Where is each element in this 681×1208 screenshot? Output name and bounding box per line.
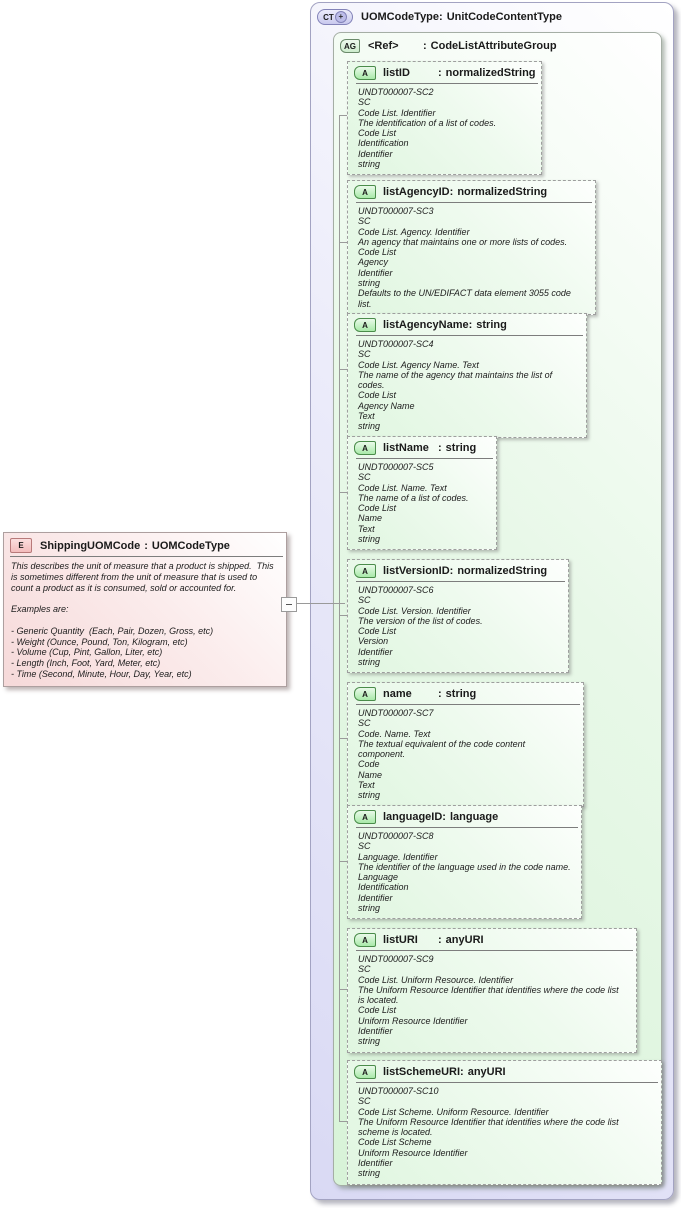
attribute-header [348,1061,661,1079]
annotation-line: An agency that maintains one or more lists of codes. [358,236,568,247]
attribute-header [348,62,541,80]
expand-icon[interactable]: + [335,11,347,23]
attribute-icon: A [354,810,376,824]
colon-separator: : [144,539,148,552]
annotation-line: Code List [358,128,397,139]
annotation-line: The identifier of the language used in the code name. [358,861,571,872]
attribute-icon: A [354,185,376,199]
colon-separator: : [449,186,454,198]
attribute-type: normalizedString [457,186,548,198]
annotation-line: The identification of a list of codes. [358,117,497,128]
annotation-line: string [358,903,381,914]
annotation-line: UNDT000007-SC8 [358,831,434,841]
complex-type-box[interactable] [310,2,674,1200]
annotation-line: Text [358,780,375,791]
attribute-icon: A [354,933,376,947]
annotation-line: SC [358,841,371,852]
annotation-line: string [358,278,381,289]
annotation-line: SC [358,349,371,360]
annotation-line: SC [358,216,371,227]
annotation-line: string [358,657,381,668]
attribute-annotations [348,85,541,174]
attribute-header [348,314,586,332]
attribute-box-listID[interactable] [347,61,542,175]
attribute-name: listSchemeURI [383,1066,461,1078]
attribute-annotations [348,1084,661,1184]
annotation-line: SC [358,472,371,483]
attribute-name: languageID [383,811,443,823]
attribute-type: normalizedString [457,565,548,577]
attribute-type: anyURI [445,934,484,946]
attribute-annotations [348,952,636,1052]
header-separator [356,83,538,84]
annotation-line: - Weight (Ounce, Pound, Ton, Kilogram, etc) [11,636,188,647]
colon-separator: : [438,67,442,79]
attribute-box-listAgencyID[interactable] [347,180,596,315]
attribute-type: language [449,811,499,823]
annotation-line: string [358,1168,381,1179]
annotation-line: UNDT000007-SC4 [358,339,434,349]
annotation-line: Code List. Agency. Identifier [358,226,470,237]
annotation-line: This describes the unit of measure that a product is shipped. This is sometimes different from the unit of measure that is used to count a product as it is consumed, sold or accounted for. [11,561,277,593]
annotation-line: Code List Scheme. Uniform Resource. Identifier [358,1106,549,1117]
annotation-line: Code List [358,1005,397,1016]
attribute-box-languageID[interactable] [347,805,582,919]
attribute-type: string [476,319,507,331]
attribute-name: listAgencyName [383,319,469,331]
colon-separator: : [423,40,427,52]
attribute-icon: A [354,318,376,332]
annotation-line: Code [358,759,380,770]
attribute-type: normalizedString [445,67,536,79]
annotation-line: Code List [358,626,397,637]
annotation-line: UNDT000007-SC7 [358,708,434,718]
attribute-icon: A [354,441,376,455]
attribute-box-name[interactable] [347,682,584,807]
attribute-type: anyURI [467,1066,506,1078]
annotation-line: UNDT000007-SC6 [358,585,434,595]
attribute-box-listURI[interactable] [347,928,637,1053]
complex-type-icon [317,9,353,25]
colon-separator: : [438,442,442,454]
colon-separator: : [460,1066,464,1078]
annotation-line: The name of the agency that maintains the list of codes. [358,369,555,391]
header-separator [356,202,592,203]
attribute-annotations [348,337,586,437]
attribute-spine-line [339,115,340,1122]
annotation-line: The version of the list of codes. [358,615,483,626]
annotation-line: string [358,421,381,432]
annotation-line: string [358,534,381,545]
annotation-line: Identifier [358,1026,393,1037]
annotation-line: SC [358,97,371,108]
annotation-line: Identifier [358,1158,393,1169]
attribute-group-icon: AG [340,39,360,53]
annotation-line: Code List. Version. Identifier [358,605,471,616]
minus-icon [286,604,292,605]
element-header [4,533,286,553]
attribute-icon: A [354,1065,376,1079]
annotation-line [11,593,279,604]
attribute-header [348,181,595,199]
element-description [4,558,286,686]
element-type: UOMCodeType [151,539,230,552]
header-separator [356,335,583,336]
annotation-line: string [358,1036,381,1047]
element-box[interactable] [3,532,287,687]
annotation-line: UNDT000007-SC2 [358,87,434,97]
annotation-line: Identifier [358,267,393,278]
attribute-group-header [334,33,661,53]
attribute-type: string [445,442,477,454]
attribute-name: listVersionID [383,565,450,577]
element-icon: E [10,538,32,553]
attribute-header [348,683,583,701]
element-name: ShippingUOMCode [40,539,141,552]
attribute-header [348,806,581,824]
colon-separator: : [442,811,446,823]
attribute-icon: A [354,564,376,578]
annotation-line: Name [358,513,383,524]
annotation-line: Agency [358,257,389,268]
annotation-line: Text [358,523,375,534]
attribute-name: listURI [383,934,418,946]
annotation-line: string [358,159,381,170]
annotation-line: Identification [358,882,409,893]
annotation-line: Language [358,872,399,883]
annotation-line: UNDT000007-SC5 [358,462,434,472]
annotation-line: UNDT000007-SC9 [358,954,434,964]
attribute-box-listVersionID[interactable] [347,559,569,673]
annotation-line: SC [358,718,371,729]
annotation-line: The textual equivalent of the code content component. [358,738,528,760]
header-separator [356,704,580,705]
annotation-line: Identifier [358,892,393,903]
annotation-line: UNDT000007-SC10 [358,1086,439,1096]
annotation-line: Name [358,769,383,780]
complex-type-name: UOMCodeType [361,11,440,23]
collapse-toggle[interactable] [281,597,297,612]
attribute-annotations [348,583,568,672]
annotation-line: - Generic Quantity (Each, Pair, Dozen, Gross, etc) [11,625,214,636]
colon-separator: : [438,688,442,700]
attribute-type: string [445,688,477,700]
attribute-box-listAgencyName[interactable] [347,313,587,438]
attribute-icon: A [354,66,376,80]
complex-type-badge-label: CT [323,12,334,22]
annotation-line: Examples are: [11,604,69,615]
annotation-line: The Uniform Resource Identifier that identifies where the code list scheme is located. [358,1116,622,1138]
annotation-line: SC [358,1096,371,1107]
attribute-group-ref: <Ref> [368,40,399,52]
annotation-line: Text [358,411,375,422]
attribute-header [348,929,636,947]
complex-type-header [311,3,673,25]
header-separator [356,458,493,459]
attribute-box-listSchemeURI[interactable] [347,1060,662,1185]
attribute-name: listAgencyID [383,186,450,198]
annotation-line: Code. Name. Text [358,728,431,739]
annotation-line: The name of a list of codes. [358,492,469,503]
attribute-annotations [348,204,595,314]
annotation-line: Defaults to the UN/EDIFACT data element 3055 code list. [358,288,574,309]
header-separator [356,827,578,828]
header-separator [356,1082,658,1083]
annotation-line: string [358,790,381,801]
annotation-line: Uniform Resource Identifier [358,1147,468,1158]
annotation-line: Code List. Name. Text [358,482,447,493]
header-separator [356,950,633,951]
colon-separator: : [468,319,473,331]
annotation-line: Code List. Identifier [358,107,436,118]
annotation-line: - Time (Second, Minute, Hour, Day, Year, etc) [11,668,192,679]
annotation-line: Code List [358,503,397,514]
attribute-box-listName[interactable] [347,436,497,550]
attribute-annotations [348,829,581,918]
colon-separator: : [449,565,454,577]
annotation-line: Identifier [358,148,393,159]
annotation-line: Code List [358,390,397,401]
complex-type-base: UnitCodeContentType [446,11,562,23]
annotation-line: SC [358,964,371,975]
attribute-header [348,437,496,455]
annotation-line: Version [358,636,389,647]
annotation-line: Code List [358,247,397,258]
annotation-line: Language. Identifier [358,851,438,862]
attribute-name: listID [383,67,410,79]
annotation-line: Code List. Agency Name. Text [358,359,479,370]
annotation-line: Code List Scheme [358,1137,432,1148]
annotation-line: Identification [358,138,409,149]
attribute-annotations [348,460,496,549]
annotation-line: - Volume (Cup, Pint, Gallon, Liter, etc) [11,647,163,658]
attribute-group-box[interactable] [333,32,662,1186]
header-separator [356,581,565,582]
annotation-line: Identifier [358,646,393,657]
element-connector-line [295,603,345,604]
colon-separator: : [438,934,442,946]
annotation-line: Code List. Uniform Resource. Identifier [358,974,514,985]
header-separator [10,556,283,557]
attribute-header [348,560,568,578]
annotation-line [11,615,279,626]
attribute-annotations [348,706,583,806]
attribute-group-name: CodeListAttributeGroup [430,40,557,52]
annotation-line: - Length (Inch, Foot, Yard, Meter, etc) [11,658,161,669]
annotation-line: The Uniform Resource Identifier that identifies where the code list is located. [358,984,622,1006]
attribute-icon: A [354,687,376,701]
annotation-line: SC [358,595,371,606]
annotation-line: Uniform Resource Identifier [358,1015,468,1026]
annotation-line: Agency Name [358,400,415,411]
attribute-name: listName [383,442,429,454]
attribute-name: name [383,688,412,700]
annotation-line: UNDT000007-SC3 [358,206,434,216]
colon-separator: : [439,11,443,23]
